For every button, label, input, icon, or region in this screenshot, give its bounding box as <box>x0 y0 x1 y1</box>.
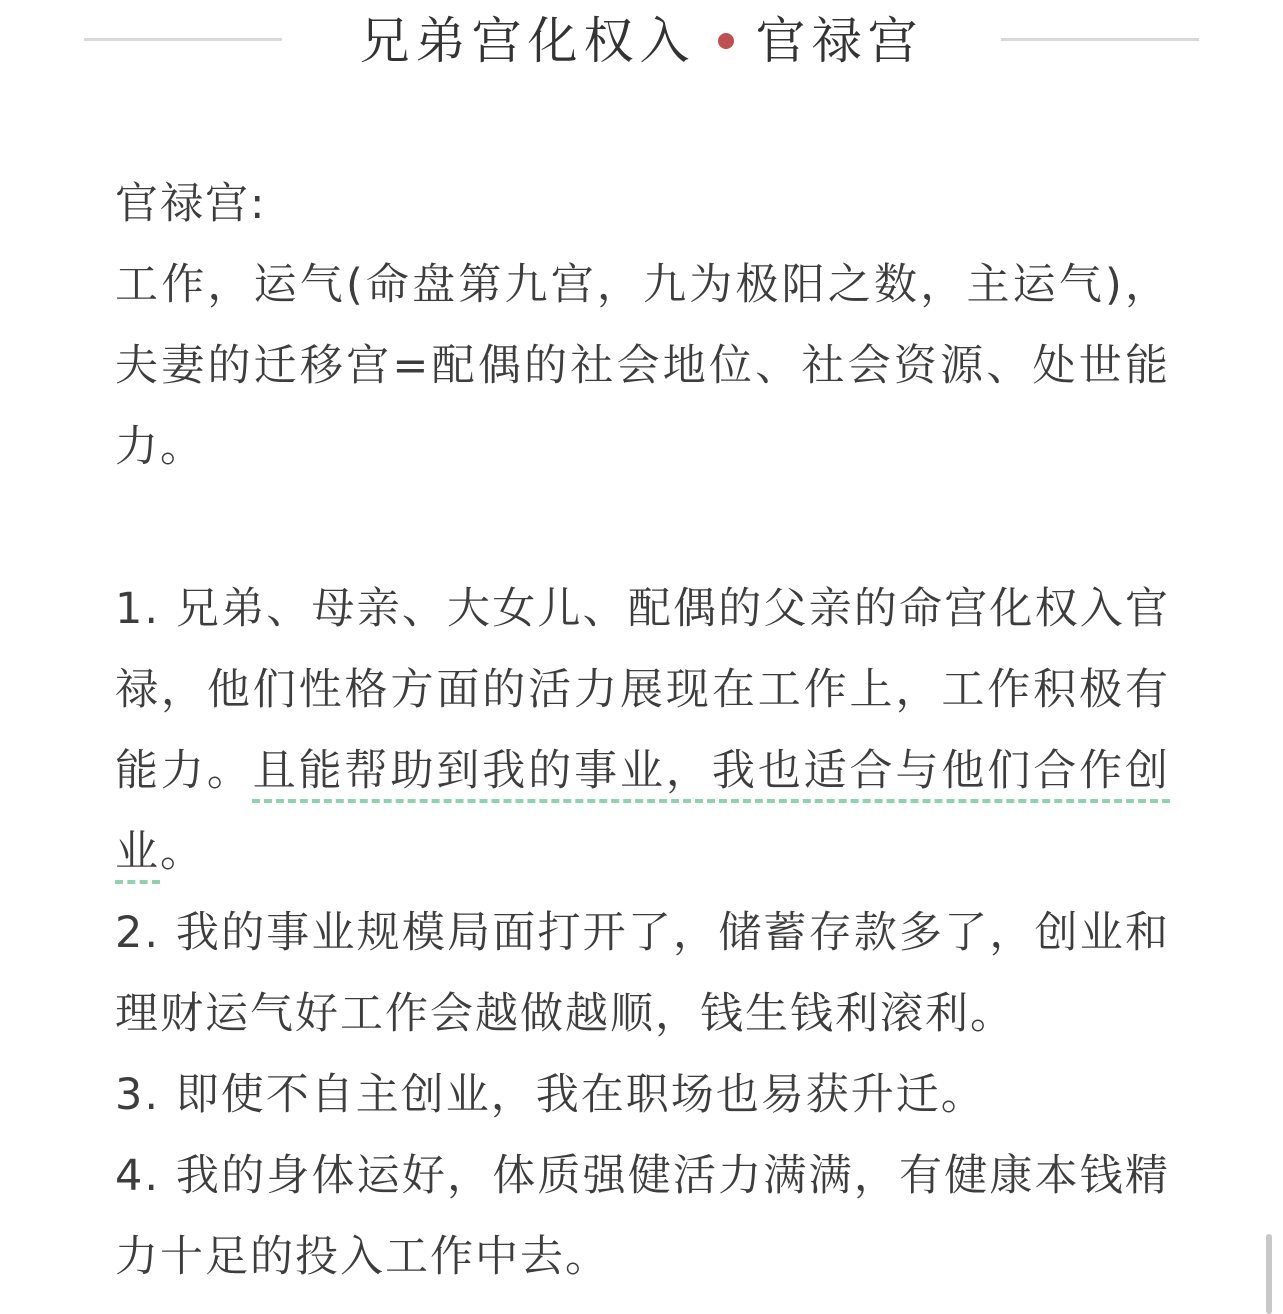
scrollbar[interactable] <box>1266 1234 1272 1314</box>
section-intro: 工作，运气(命盘第九宫，九为极阳之数，主运气)，夫妻的迁移宫=配偶的社会地位、社会资源、处世能力。 <box>115 260 1170 472</box>
point-1-text: 1. 兄弟、母亲、大女儿、配偶的父亲的命宫化权入官禄，他们性格方面的活力展现在工作上，工作积极有能力。 <box>115 584 1170 796</box>
point-4: 4. 我的身体运好，体质强健活力满满，有健康本钱精力十足的投入工作中去。 <box>115 1151 1170 1282</box>
header-title-left: 兄弟宫化权入 <box>359 12 696 70</box>
section-header <box>0 0 1283 84</box>
point-2: 2. 我的事业规模局面打开了，储蓄存款多了，创业和理财运气好工作会越做越顺，钱生钱利滚利。 <box>115 908 1170 1039</box>
header-divider-right <box>1001 38 1199 41</box>
point-3: 3. 即使不自主创业，我在职场也易获升迁。 <box>115 1070 986 1120</box>
section-heading: 官禄宫: <box>115 179 267 229</box>
highlighted-note[interactable]: 且能帮助到我的事业，我也适合与他们合作创业 <box>115 746 1171 877</box>
point-1 <box>115 569 1170 893</box>
article-body <box>115 164 1170 1298</box>
header-title <box>290 8 993 74</box>
header-divider-left <box>84 38 282 41</box>
point-1-ending: 。 <box>160 827 205 877</box>
paragraph-spacer <box>115 488 1170 569</box>
header-title-right: 官禄宫 <box>755 12 924 70</box>
bullet-dot-icon <box>718 33 734 49</box>
